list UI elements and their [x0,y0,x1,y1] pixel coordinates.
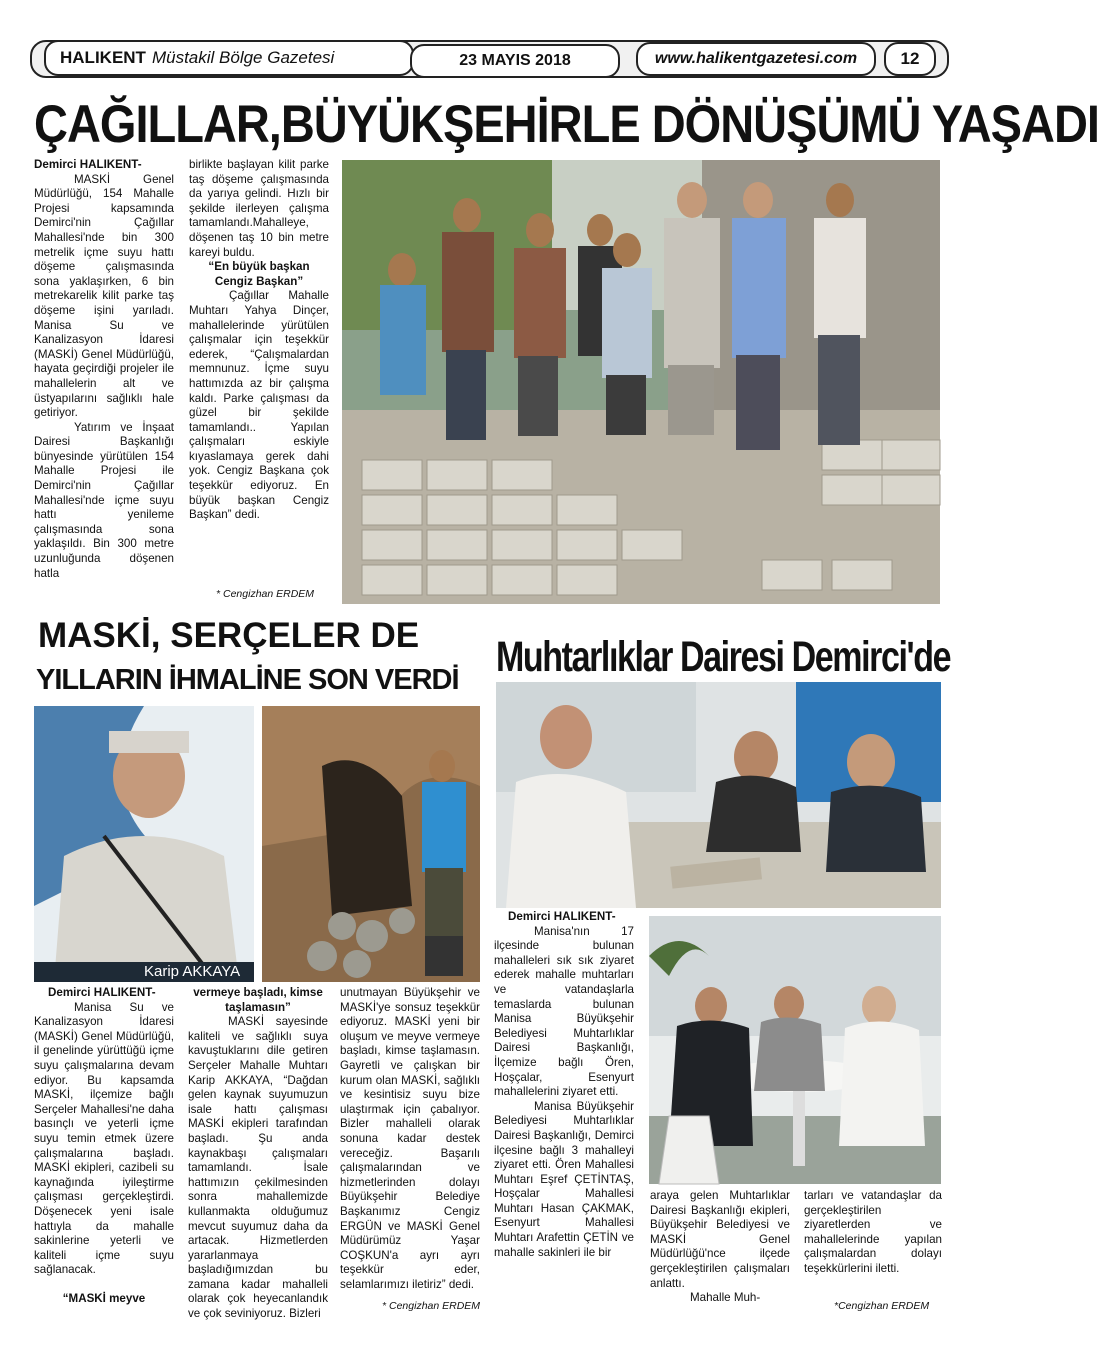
story2-dateline: Demirci HALIKENT- [48,986,156,999]
story1-dateline: Demirci HALIKENT- [34,158,142,171]
story3-paragraph-5: tarları ve vatandaşlar da gerçekleştirilen ziyaretlerden ve mahallelerinde yapılan çalışmalardan dolayı teşekkürlerini iletti. [804,1189,942,1275]
story1-headline: ÇAĞILLAR,BÜYÜKŞEHİRLE DÖNÜŞÜMÜ YAŞADI [34,94,1099,154]
story1-paragraph-1: MASKİ Genel Müdürlüğü, 154 Mahalle Projesi kapsamında Demirci'nin Çağıllar Mahallesi'nde bin 300 metrelik içme suyu hattı döşeme çalışmasında sona yaklaşırken, 6 bin metrekarelik kilit parke taş döşeme işini yarıladı. Manisa Su ve Kanalizasyon İdaresi (MASKİ) Genel Müdürlüğü, hayata geçirdiği projeler ile mahallelerin alt ve üstyapılarını sağlıklı hale getiriyor. [34,172,174,420]
portrait-caption: Karip AKKAYA [144,963,241,980]
website-pill [636,42,876,76]
story3-paragraph-3: araya gelen Muhtarlıklar Dairesi Başkanlığı ekipleri, Büyükşehir Belediyesi ve MASKİ Genel Müdürlüğü'nce ilçede gerçekleştirilen çalışmaları anlattı. [650,1189,790,1290]
worksite-image [262,706,480,982]
portrait-image [34,706,254,982]
story3-column-2 [650,1189,790,1306]
group-photo-image [342,160,940,604]
story1-byline: * Cengizhan ERDEM [216,588,315,600]
story3-column-3 [804,1189,942,1277]
story3-byline: *Cengizhan ERDEM [834,1300,930,1312]
story3-paragraph-4: Mahalle Muh- [690,1291,761,1305]
story3-dateline: Demirci HALIKENT- [508,910,616,923]
story2-subhead-part1: “MASKİ meyve [62,1291,146,1305]
story2-paragraph-2: MASKİ sayesinde kaliteli ve sağlıklı suya kavuştuklarını dile getiren Serçeler Mahalle Muhtarı Karip AKKAYA, “Dağdan gelen kaynak suyumuzun isale hattı çalışması MASKİ ekipleri tarafından başladı. Şu anda kaynakbaşı çalışmaları tamamlandı. İsale hattımızın çekilmesinden sonra mahallemizde kullanmakta olduğumuz mevcut suyumuz daha da artacak. Hizmetlerden yararlanmaya başladığımızdan bu zamana kadar mahalleli olarak çok heyecanlandık ve çok seviniyoruz. Bizleri [188,1015,328,1321]
story2-column-2 [188,986,328,1322]
story1-subhead: “En büyük başkan Cengiz Başkan” [208,260,310,288]
story1-group-photo [342,160,940,604]
page-number-pill [884,42,936,76]
story2-worksite-photo [262,706,480,982]
issue-date: 23 MAYIS 2018 [459,52,571,69]
masthead-pill [44,40,414,76]
date-pill [410,44,620,78]
paper-subtitle: Müstakil Bölge Gazetesi [151,48,335,67]
story1-column-2 [189,158,329,523]
paper-name: HALIKENT [60,48,146,67]
story3-column-1 [494,910,634,1260]
story2-paragraph-3: unutmayan Büyükşehir ve MASKİ'ye sonsuz teşekkür ediyoruz. MASKİ yeni bir oluşum ve meyve vermeye başladı, kimse taşlamasın. Gayretli ve çalışkan bir kurum olan MASKİ, sağlıklı ve kesintisiz suyu bize ulaştırmak için çabalıyor. Bizler mahalleli olarak sonuna kadar destek vereceğiz. Başarılı çalışmalarından ve hizmetlerinden dolayı Büyükşehir Belediye Başkanımız Cengiz ERGÜN ve MASKİ Genel Müdürümüz Yaşar COŞKUN'a ayrı ayrı teşekkür eder, selamlarımızı iletiriz” dedi. [340,986,480,1291]
story1-column-1 [34,158,174,581]
story2-headline-line2: YILLARIN İHMALİNE SON VERDİ [36,664,459,696]
story2-paragraph-1: Manisa Su ve Kanalizasyon İdaresi (MASKİ) Genel Müdürlüğü, il genelinde yürüttüğü içme suyu çalışmalarına devam ediyor. Bu kapsamda MASKİ, ilçemize bağlı Serçeler Mahallesi'ne daha basınçlı ve yeterli içme suyu temin etmek üzere çalışmalarına başladı. MASKİ ekipleri, cazibeli su kaynağında iyileştirme çalışması gerçekleştirdi. Döşenecek yeni isale hattıyla da mahalle sakinlerine yeterli ve kaliteli içme suyu sağlanacak. [34,1000,174,1277]
story2-byline: * Cengizhan ERDEM [382,1300,481,1312]
story2-column-3 [340,986,480,1292]
website-link[interactable]: www.halikentgazetesi.com [654,50,858,67]
story1-paragraph-2: Yatırım ve İnşaat Dairesi Başkanlığı bünyesinde yürütülen 154 Mahalle Projesi ile Demirci'nin Çağıllar Mahallesi'nde içme suyu hattı yenileme çalışmasında sona yaklaşıldı. Bin 300 metre uzunluğunda döşenen hatla [34,420,174,580]
meeting-image [496,682,941,908]
story3-cafe-photo [649,916,941,1184]
story1-paragraph-3: birlikte başlayan kilit parke taş döşeme çalışmasında da yarıya gelindi. Hızlı bir şekilde ilerleyen çalışma tamamlandı.Mahalleye, döşenen taş 10 bin metre kareyi buldu. [189,158,329,259]
story2-portrait-photo [34,706,254,982]
story1-paragraph-4: Çağıllar Mahalle Muhtarı Yahya Dinçer, mahallelerinde yürütülen çalışmalar için teşekkür ederek, “Çalışmalardan memnunuz. İçme suyu hattımızda az bir çalışma kaldı. Parke çalışması da güzel bir şekilde tamamlandı.. Yapılan çalışmaları eskiyle kıyaslamaya gerek dahi yok. Cengiz Başkana çok teşekkür ediyoruz. En büyük başkan Cengiz Başkan” dedi. [189,289,329,522]
story3-meeting-photo [496,682,941,908]
cafe-image [649,916,941,1184]
story2-column-1 [34,986,174,1306]
story2-headline-line1: MASKİ, SERÇELER DE [38,616,420,655]
story3-headline: Muhtarlıklar Dairesi Demirci'de [496,633,951,681]
story2-subhead-part2: vermeye başladı, kimse taşlamasın” [193,986,323,1014]
story3-paragraph-1: Manisa'nın 17 ilçesinde bulunan mahalleleri sık sık ziyaret ederek mahalle muhtarları ve vatandaşlarla temaslarda bulunan Manisa Büyükşehir Belediyesi Muhtarlıklar Dairesi Başkanlığı, İlçemize bağlı Ören, Hoşçalar, Esenyurt mahallelerini ziyaret etti. [494,924,634,1099]
story3-paragraph-2: Manisa Büyükşehir Belediyesi Muhtarlıklar Dairesi Başkanlığı, Demirci ilçesine bağlı 3 mahalleyi ziyaret etti. Ören Mahallesi Muhtarı Eşref ÇETİNTAŞ, Hoşçalar Mahallesi Muhtarı Hasan ÇAKMAK, Esenyurt Mahallesi Muhtarı Arafettin ÇETİN ve mahalle sakinleri ile bir [494,1099,634,1259]
page-number: 12 [900,49,920,68]
